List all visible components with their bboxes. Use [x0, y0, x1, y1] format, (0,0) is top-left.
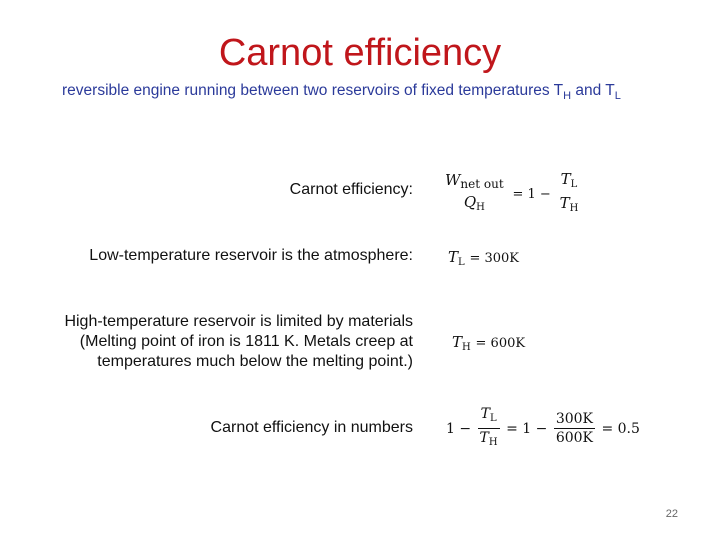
slide-subtitle: [62, 82, 621, 102]
subtitle-text-a: reversible engine running between two reservoirs of fixed temperatures T: [62, 82, 564, 99]
fraction-tl-over-th: [558, 170, 581, 218]
subtitle-text-b: and T: [571, 82, 615, 99]
frac-num: $W_{net out}$: [445, 171, 504, 191]
frac-den: $T_H$: [479, 430, 498, 448]
equation-th: $T_H = 600K$: [452, 333, 526, 353]
equation-efficiency-numbers: [444, 405, 642, 452]
page-number: 22: [665, 508, 678, 520]
slide-title: Carnot efficiency: [218, 32, 502, 74]
equation-carnot-efficiency: [443, 170, 580, 218]
result-value: = 0.5: [601, 420, 640, 437]
frac-num: 300K: [555, 411, 593, 427]
subtitle-sub-l: L: [614, 90, 621, 102]
fraction-300-over-600: [554, 410, 595, 447]
frac-den: $Q_H$: [463, 193, 485, 213]
frac-num: $T_L$: [478, 405, 500, 429]
frac-den: 600K: [555, 430, 593, 446]
fraction-tl-over-th: [478, 405, 500, 452]
label-efficiency-numbers: Carnot efficiency in numbers: [210, 419, 413, 436]
subtitle-sub-h: H: [563, 90, 572, 102]
fraction-w-over-q: [443, 171, 506, 217]
frac-num: $T_L$: [560, 170, 578, 190]
label-high-temp-reservoir: [64, 312, 413, 372]
label-line: temperatures much below the melting point.): [97, 353, 413, 370]
equation-tl: $T_L = 300K$: [448, 248, 519, 268]
operator-one-minus: 1 −: [446, 420, 472, 437]
frac-den: $T_H$: [559, 194, 579, 214]
operator-eq-one-minus: = 1 −: [506, 420, 548, 437]
label-line: High-temperature reservoir is limited by materials: [64, 313, 413, 330]
label-low-temp-reservoir: Low-temperature reservoir is the atmosphere:: [89, 247, 413, 264]
label-line: (Melting point of iron is 1811 K. Metals creep at: [79, 333, 413, 350]
label-carnot-efficiency: Carnot efficiency:: [289, 181, 413, 198]
operator-eq-one-minus: = 1 −: [512, 186, 551, 202]
